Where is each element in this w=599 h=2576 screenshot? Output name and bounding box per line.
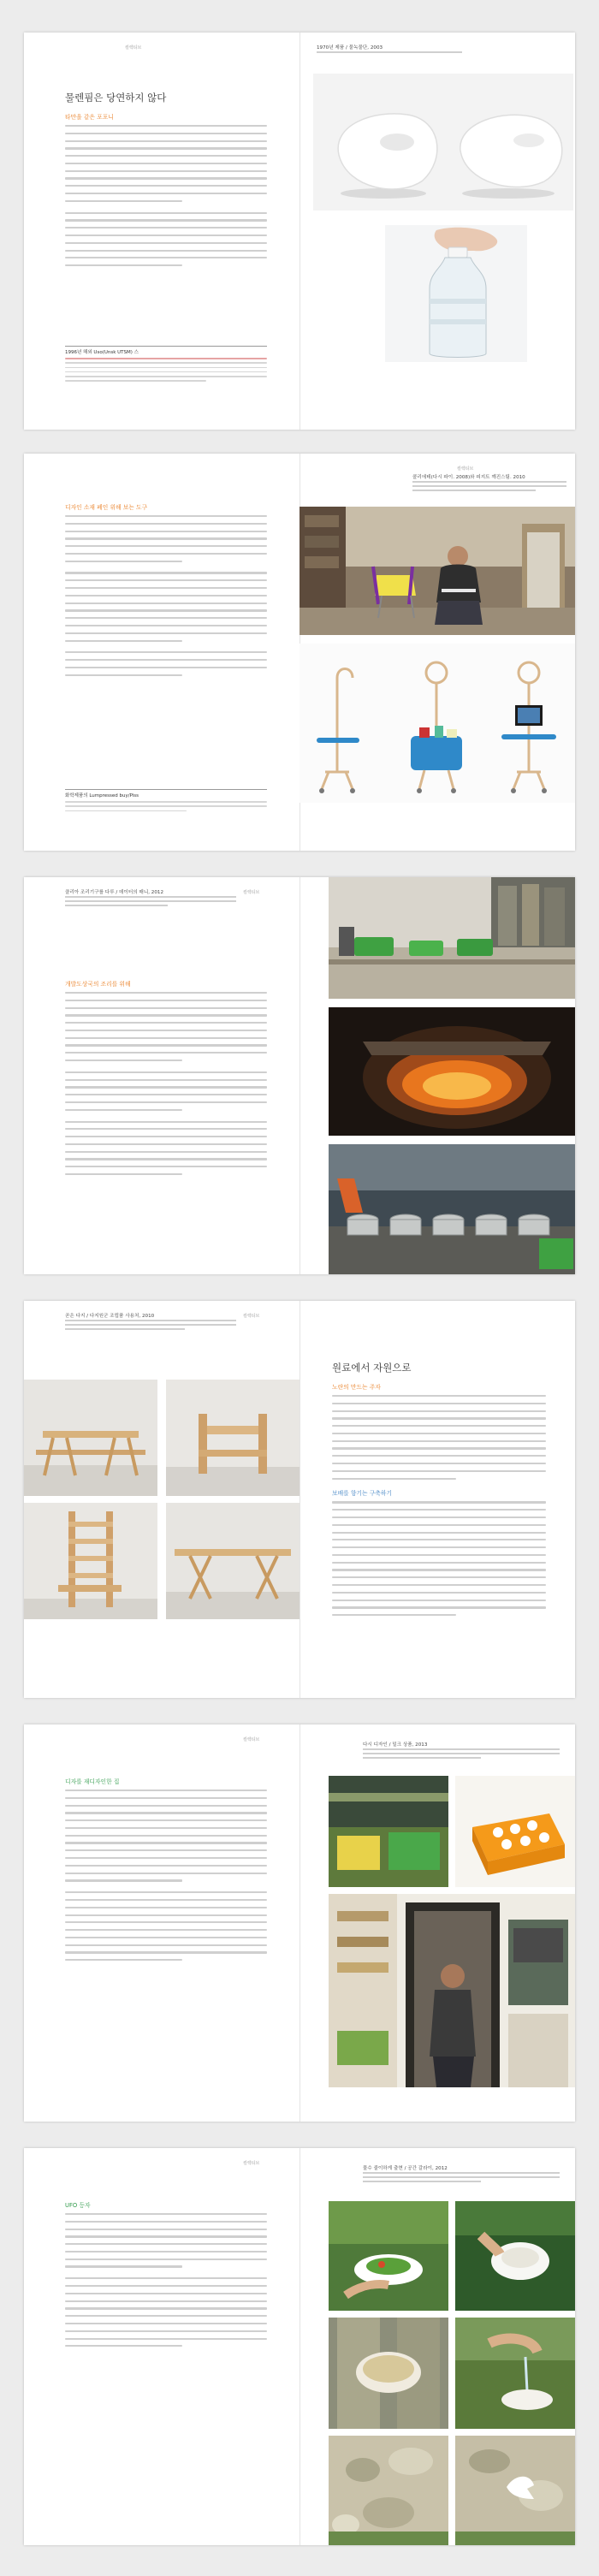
left-page	[24, 454, 300, 851]
caption	[65, 1313, 236, 1333]
footnotes	[65, 346, 267, 384]
paragraph	[65, 2277, 267, 2347]
paragraph	[65, 651, 267, 676]
running-head: 컬렉티브	[243, 890, 260, 895]
running-head: 컬렉티브	[243, 1737, 260, 1742]
running-head: 컬렉티브	[125, 45, 142, 50]
text-block	[332, 1361, 546, 1622]
paragraph	[65, 572, 267, 641]
paragraph	[65, 125, 267, 202]
left-page	[24, 877, 300, 1274]
bird-trunk-photo	[455, 2436, 575, 2545]
caption-title: 곧은 다지 / 다지원군 조립품 사용처, 2010	[65, 1314, 155, 1319]
paragraph	[65, 1071, 267, 1111]
stool-set-photo	[166, 1380, 300, 1496]
subhead: 디자인 소재 폐인 위해 보는 도구	[65, 504, 148, 511]
paragraph	[65, 515, 267, 562]
right-page	[300, 877, 575, 1274]
salad-hand-photo	[329, 2201, 448, 2311]
subhead: 노란의 만드는 주자	[332, 1384, 381, 1391]
caption-title: 1970년 제품 / 물녹물단, 2003	[317, 45, 383, 50]
right-page	[300, 33, 575, 430]
paragraph	[332, 1501, 546, 1616]
spread-6	[24, 2148, 575, 2545]
subhead: UFO 등자	[65, 2202, 91, 2209]
subhead: 개발도상국의 조리를 위해	[65, 981, 131, 988]
spread-2	[24, 454, 575, 851]
caption-title: 클리아 조리기구를 다루 / 데이터의 매니, 2012	[65, 890, 164, 895]
subhead: 타만을 같은 포포니	[65, 114, 114, 121]
footnote-title: 1996년 해외 Uso(Unsk UTSM) 스	[65, 349, 139, 355]
caption	[363, 1742, 560, 1761]
footnote-title: 화학제품의 Lumpressed buy/Piss	[65, 792, 139, 798]
caption	[65, 889, 236, 909]
spread-3	[24, 877, 575, 1274]
cooking-pots-photo	[329, 1144, 575, 1274]
caption	[363, 2165, 560, 2185]
water-bottle-photo	[385, 225, 527, 362]
running-head: 컬렉티브	[243, 1314, 260, 1319]
paragraph	[65, 992, 267, 1061]
left-page	[24, 1724, 300, 2122]
running-head: 컬렉티브	[243, 2161, 260, 2166]
right-page	[300, 454, 575, 851]
paragraph	[65, 1790, 267, 1882]
text-block	[65, 91, 267, 272]
ladder-chair-photo	[24, 1503, 157, 1619]
subhead: 보배를 향기는 구축하기	[332, 1490, 392, 1498]
orange-crate-photo	[455, 1776, 575, 1887]
paragraph	[332, 1395, 546, 1480]
right-page	[300, 2148, 575, 2545]
left-page	[24, 2148, 300, 2545]
spread-1	[24, 33, 575, 430]
text-block	[65, 980, 267, 1181]
paragraph	[65, 212, 267, 267]
left-page	[24, 1301, 300, 1698]
text-block	[65, 2201, 267, 2353]
caption	[412, 474, 566, 494]
pebble-objects-photo	[313, 74, 573, 211]
shop-doorway-photo	[329, 1894, 575, 2087]
text-block	[65, 1778, 267, 1967]
pouring-water-photo	[455, 2318, 575, 2429]
spread-4	[24, 1301, 575, 1698]
section-title: 원료에서 자원으로	[332, 1362, 412, 1374]
left-page	[24, 33, 300, 430]
market-crates-photo	[329, 1776, 448, 1887]
grain-bowl-photo	[329, 2318, 448, 2429]
right-page	[300, 1724, 575, 2122]
green-stoves-photo	[329, 877, 575, 999]
running-head: 컬렉티브	[457, 466, 474, 472]
tree-bark-photo	[329, 2436, 448, 2545]
paragraph	[65, 1121, 267, 1176]
paragraph	[65, 1891, 267, 1961]
trestle-table-photo	[166, 1503, 300, 1619]
caption-title: 다시 디자인 / 밀크 상품, 2013	[363, 1742, 428, 1748]
paragraph	[65, 2213, 267, 2268]
caption-title: 물수 줄이하게 출현 / 공간 갈라이, 2012	[363, 2166, 448, 2171]
blue-tables-photo	[300, 644, 575, 803]
workshop-portrait-photo	[300, 507, 575, 635]
spread-5	[24, 1724, 575, 2122]
caption-title: 콜리에테(다시 파이. 2008)와 피지트 깨진스팀. 2010	[412, 475, 525, 480]
footnotes	[65, 789, 267, 815]
section-title: 물렌핌은 당연하지 않다	[65, 92, 167, 104]
subhead: 디자를 재디자인한 집	[65, 1778, 120, 1785]
bench-table-photo	[24, 1380, 157, 1496]
text-block	[65, 503, 267, 681]
right-page	[300, 1301, 575, 1698]
orange-fire-photo	[329, 1007, 575, 1136]
caption	[317, 45, 462, 56]
white-bowl-photo	[455, 2201, 575, 2311]
